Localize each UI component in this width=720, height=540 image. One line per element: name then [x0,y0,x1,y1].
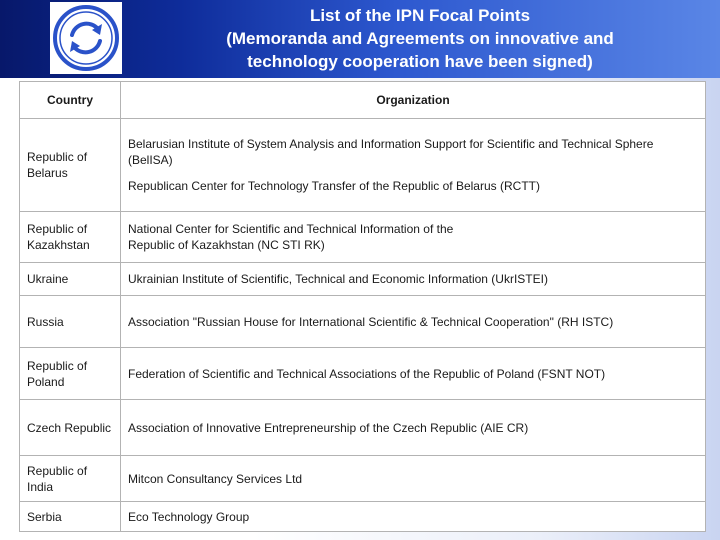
organization-name: Federation of Scientific and Technical Associations of the Republic of Poland (FSNT NOT) [128,366,606,381]
organization-cell [121,502,706,532]
organization-logo [50,2,122,74]
organization-name: Eco Technology Group [128,509,250,524]
organization-cell [121,212,706,263]
organization-cell [121,296,706,348]
organization-cell [121,119,706,212]
table-row [20,263,706,296]
header-banner [0,0,720,78]
table-row [20,296,706,348]
organization-name: Mitcon Consultancy Services Ltd [128,471,303,486]
organization-name: Belarusian Institute of System Analysis and Information Support for Scientific and Technical Sphere (BelISA) [128,137,654,167]
organization-name: Association "Russian House for International Scientific & Technical Cooperation" (RH ISTC) [128,314,614,329]
page-title [140,4,700,73]
column-header-country: Country [20,82,121,119]
organization-cell [121,456,706,502]
organization-cell [121,400,706,456]
recycle-arrows-icon [50,2,122,74]
country-cell: Czech Republic [20,400,121,456]
table-header-row [20,82,706,119]
organization-name: Ukrainian Institute of Scientific, Technical and Economic Information (UkrISTEI) [128,272,548,286]
table-row [20,119,706,212]
country-cell: Ukraine [20,263,121,296]
table-row [20,400,706,456]
country-cell: Republic of Belarus [20,119,121,212]
table-row [20,502,706,532]
column-header-organization: Organization [121,82,706,119]
country-cell: Russia [20,296,121,348]
country-cell: Republic of India [20,456,121,502]
table-row [20,212,706,263]
title-line: List of the IPN Focal Points [309,6,531,25]
country-cell: Republic of Kazakhstan [20,212,121,263]
country-cell: Republic of Poland [20,348,121,400]
title-line: technology cooperation have been signed) [247,52,593,71]
country-cell: Serbia [20,502,121,532]
table-row [20,348,706,400]
organization-cell [121,263,706,296]
organization-cell [121,348,706,400]
organization-name: Republican Center for Technology Transfer of the Republic of Belarus (RCTT) [128,179,540,193]
organization-name: Association of Innovative Entrepreneurship of the Czech Republic (AIE CR) [128,420,529,435]
title-line: (Memoranda and Agreements on innovative and [226,29,614,48]
organization-name: National Center for Scientific and Technical Information of the Republic of Kazakhstan (NC STI RK) [128,222,454,252]
focal-points-table [19,81,706,532]
table-row [20,456,706,502]
